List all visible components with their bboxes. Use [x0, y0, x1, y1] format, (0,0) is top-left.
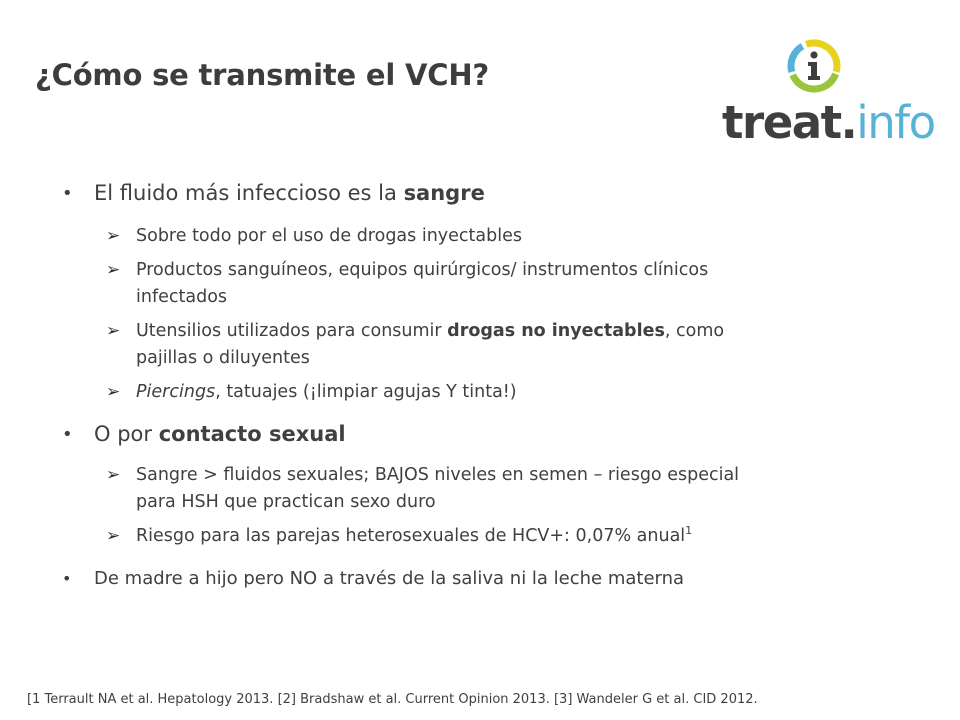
sub-bullet-text-cont: pajillas o diluyentes [136, 348, 310, 368]
arrow-bullet-icon: ➢ [106, 260, 121, 280]
sub-bullet-text-post: , como [664, 321, 725, 341]
sub-bullet-fluids [62, 462, 892, 516]
bullet-text: O por [94, 422, 159, 446]
sub-bullet-text-cont: infectados [136, 287, 228, 307]
bullet-bold: contacto sexual [158, 422, 346, 446]
references-footnote: [1 Terrault NA et al. Hepatology 2013. [2] Bradshaw et al. Current Opinion 2013. [3] Wandeler G et al. CID 2012. [27, 692, 758, 707]
sub-bullet-text: Riesgo para las parejas heterosexuales de HCV+: 0,07% anual [136, 526, 686, 546]
logo-info-text: info [856, 96, 935, 149]
sub-bullet-italic: Piercings [136, 382, 216, 402]
sub-bullet-text: Sangre > fluidos sexuales; BAJOS niveles en semen – riesgo especial [136, 465, 740, 485]
sub-bullet-blood-products [62, 257, 892, 311]
sub-bullet-bold: drogas no inyectables [447, 321, 665, 341]
footnote-ref: 1 [685, 524, 693, 538]
sub-bullet-injectables [62, 223, 892, 250]
arrow-bullet-icon: ➢ [106, 226, 121, 246]
arrow-bullet-icon: ➢ [106, 321, 121, 341]
sub-bullet-text: Sobre todo por el uso de drogas inyectables [136, 226, 522, 246]
sub-bullet-heterosexual-risk [62, 523, 892, 550]
slide-title: ¿Cómo se transmite el VCH? [35, 58, 490, 92]
bullet-dot-icon: • [62, 424, 73, 445]
sub-bullet-text: Utensilios utilizados para consumir [136, 321, 448, 341]
bullet-sexual-contact [62, 421, 892, 448]
bullet-blood [62, 180, 892, 207]
arrow-bullet-icon: ➢ [106, 465, 121, 485]
sub-bullet-text: , tatuajes (¡limpiar agujas Y tinta!) [215, 382, 517, 402]
bullet-mother-child [62, 565, 892, 592]
info-ring-icon [784, 36, 844, 96]
logo-treat-text: treat [722, 96, 841, 149]
bullet-dot-icon: • [62, 183, 73, 204]
treat-info-logo [722, 36, 935, 149]
bullet-dot-icon: • [62, 569, 72, 588]
arrow-bullet-icon: ➢ [106, 382, 121, 402]
logo-wordmark [722, 98, 935, 148]
sub-bullet-utensils [62, 318, 892, 372]
sub-bullet-piercings [62, 379, 892, 406]
sub-bullet-text: Productos sanguíneos, equipos quirúrgicos/ instrumentos clínicos [136, 260, 709, 280]
logo-dot-text: . [840, 96, 857, 149]
bullet-text: De madre a hijo pero NO a través de la saliva ni la leche materna [94, 568, 685, 589]
bullet-text: El fluido más infeccioso es la [94, 181, 404, 205]
bullet-bold: sangre [403, 181, 485, 205]
sub-bullet-text-cont: para HSH que practican sexo duro [136, 492, 436, 512]
slide-body [62, 180, 892, 592]
arrow-bullet-icon: ➢ [106, 526, 121, 546]
